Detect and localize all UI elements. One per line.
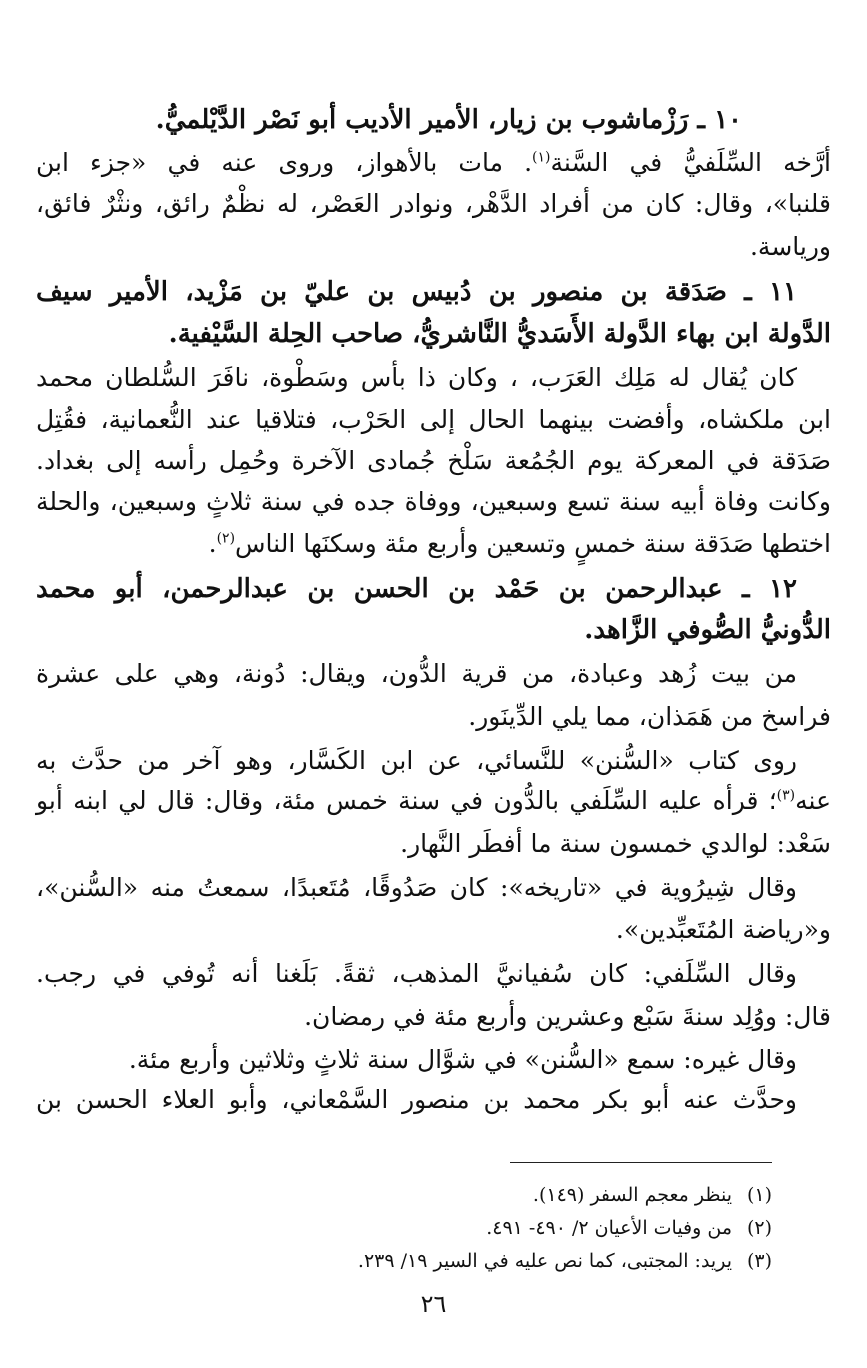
footnote-text: ينظر معجم السفر (١٤٩). [532,1184,732,1206]
entry-heading-line [36,610,831,650]
footnote-number: (٢) [746,1217,772,1239]
line-text: كان يُقال له مَلِك العَرَب، ، وكان ذا بأس وسَطْوة، نافَرَ السُّلطان محمد [36,363,797,392]
footnote [200,1213,772,1243]
text-line [36,1040,797,1080]
footnote [200,1246,772,1276]
text-line [36,482,831,522]
text-line [36,868,797,908]
footnote [200,1180,772,1210]
text-line [36,824,831,864]
page-number: ٢٦ [420,1290,447,1318]
line-text: قلنبا»، وقال: كان من أفراد الدَّهْر، ونوادر العَصْر، له نظْمٌ رائق، ونثْرٌ فائق، [36,189,831,218]
line-text: وقال غيره: سمع «السُّنن» في شوَّال سنة ثلاثٍ وثلاثين وأربع مئة. [128,1045,797,1074]
text-line [36,954,797,994]
line-text: وقال السِّلَفي: كان سُفيانيَّ المذهب، ثقةً. بَلَغنا أنه تُوفي في رجب. [36,959,797,988]
line-text: ؛ قرأه عليه السِّلَفي بالدُّون في سنة خمس مئة، وقال: قال لي ابنه أبو [36,786,777,815]
text-line [36,358,797,398]
entry-heading-line [36,272,797,312]
line-text: الدَّولة ابن بهاء الدَّولة الأَسَديُّ النَّاشريُّ، صاحب الحِلة السَّيْفية. [168,319,831,349]
entry-heading-line [36,100,742,140]
text-line [36,697,831,737]
text-line [36,1080,797,1120]
line-text: ابن ملكشاه، وأفضت بينهما الحال إلى الحَرْب، فتلاقيا عند النُّعمانية، فقُتِل [36,405,831,434]
footnote-text: من وفيات الأعيان ٢/ ٤٩٠- ٤٩١. [486,1217,732,1239]
line-text: ورياسة. [749,232,831,261]
text-line [36,741,797,781]
footnote-text: يريد: المجتبى، كما نص عليه في السير ١٩/ ٢٣٩. [357,1250,732,1272]
text-line [36,227,831,267]
line-text: وقال شِيرُوية في «تاريخه»: كان صَدُوقًا، مُتَعبدًا، سمعتُ منه «السُّنن»، [36,873,797,902]
footnote-marker: (١) [532,149,551,166]
line-text: قال: ووُلِد سنةَ سَبْع وعشرين وأربع مئة في رمضان. [304,1002,831,1031]
line-text: ١٢ ـ عبدالرحمن بن حَمْد بن الحسن بن عبدالرحمن، أبو محمد [36,574,797,604]
footnote-number: (٣) [746,1250,772,1272]
line-text: فراسخ من هَمَذان، مما يلي الدِّينَور. [468,702,831,731]
line-text: الدُّونيُّ الصُّوفي الزَّاهد. [584,615,831,645]
text-line [36,524,831,564]
line-text: . [208,529,217,558]
text-line [36,997,831,1037]
text-line [36,654,797,694]
entry-heading-line [36,569,797,609]
line-text: سَعْد: لوالدي خمسون سنة ما أفطَر النَّهار. [400,829,831,858]
line-text: ١٠ ـ رَزْماشوب بن زيار، الأمير الأديب أبو نَصْر الدَّيْلميُّ. [155,105,742,135]
footnote-marker: (٣) [776,787,796,804]
line-text: وكانت وفاة أبيه سنة تسع وسبعين، ووفاة جده في سنة ثلاثٍ وسبعين، والحلة [36,487,831,516]
text-line [36,781,831,821]
line-text: . مات بالأهواز، وروى عنه في «جزء ابن [36,148,533,177]
text-line [36,400,831,440]
line-text: صَدَقة في المعركة يوم الجُمُعة سَلْخ جُمادى الآخرة وحُمِل رأسه إلى بغداد. [36,446,831,475]
text-line [36,910,831,950]
line-text: عنه [795,786,831,815]
entry-heading-line [36,314,831,354]
line-text: و«رياضة المُتَعبِّدين». [615,915,831,944]
text-line [36,184,831,224]
line-text: من بيت زُهد وعبادة، من قرية الدُّون، ويقال: دُونة، وهي على عشرة [36,659,797,688]
line-text: وحدَّث عنه أبو بكر محمد بن منصور السَّمْعاني، وأبو العلاء الحسن بن [36,1085,797,1114]
line-text: روى كتاب «السُّنن» للنَّسائي، عن ابن الكَسَّار، وهو آخر من حدَّث به [36,746,797,775]
text-line [36,441,831,481]
footnote-number: (١) [746,1184,772,1206]
line-text: أرَّخه السِّلَفيُّ في السَّنة [550,148,831,177]
line-text: ١١ ـ صَدَقة بن منصور بن دُبيس بن عليّ بن مَزْيد، الأمير سيف [36,277,797,307]
footnote-marker: (٢) [216,530,236,547]
footnote-separator [510,1162,772,1163]
line-text: اختطها صَدَقة سنة خمسٍ وتسعين وأربع مئة وسكنَها الناس [235,529,831,558]
text-line [36,143,831,183]
